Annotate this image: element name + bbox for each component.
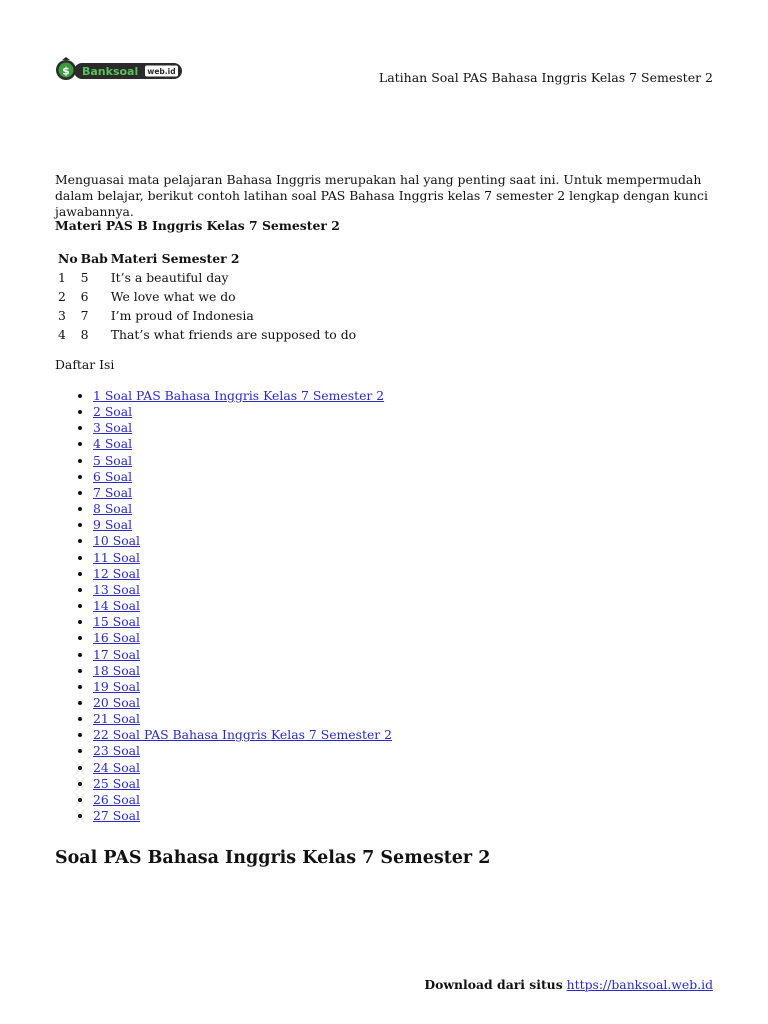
toc-link[interactable]: 13 Soal xyxy=(93,581,141,597)
list-item xyxy=(93,420,392,436)
list-item xyxy=(93,388,392,404)
cell-materi: We love what we do xyxy=(110,289,236,304)
banksoal-logo xyxy=(55,55,183,81)
toc-link[interactable]: 3 Soal xyxy=(93,420,133,436)
toc-link[interactable]: 21 Soal xyxy=(93,711,141,727)
toc-link[interactable]: 23 Soal xyxy=(93,743,141,759)
list-item xyxy=(93,485,392,501)
toc-link[interactable]: 2 Soal xyxy=(93,404,133,420)
list-item xyxy=(93,582,392,598)
toc-link[interactable]: 22 Soal PAS Bahasa Inggris Kelas 7 Semester 2 xyxy=(93,727,393,743)
toc-link[interactable]: 15 Soal xyxy=(93,614,141,630)
list-item xyxy=(93,695,392,711)
cell-no: 2 xyxy=(58,289,66,304)
cell-bab: 8 xyxy=(80,327,89,342)
cell-bab: 7 xyxy=(80,308,89,323)
list-item xyxy=(93,808,392,824)
list-item xyxy=(93,614,392,630)
toc-link[interactable]: 19 Soal xyxy=(93,678,141,694)
footer xyxy=(424,977,713,992)
table-row xyxy=(55,287,359,306)
cell-no: 3 xyxy=(58,308,66,323)
toc-link[interactable]: 27 Soal xyxy=(93,808,141,824)
cell-materi: It’s a beautiful day xyxy=(110,270,229,285)
table-row xyxy=(55,306,359,325)
toc-title: Daftar Isi xyxy=(55,357,115,372)
toc-link[interactable]: 7 Soal xyxy=(93,484,133,500)
list-item xyxy=(93,436,392,452)
toc-link[interactable]: 5 Soal xyxy=(93,452,133,468)
intro-paragraph: Menguasai mata pelajaran Bahasa Inggris merupakan hal yang penting saat ini. Untuk mempermudah dalam belajar, berikut contoh latihan soal PAS Bahasa Inggris kelas 7 semester 2 lengkap dengan kunci jawabannya. xyxy=(55,172,708,219)
cell-no: 1 xyxy=(58,270,66,285)
toc-link[interactable]: 9 Soal xyxy=(93,517,133,533)
toc-link[interactable]: 14 Soal xyxy=(93,598,141,614)
footer-label: Download dari situs xyxy=(424,977,563,992)
table-header-row xyxy=(55,249,359,268)
toc-link[interactable]: 17 Soal xyxy=(93,646,141,662)
list-item xyxy=(93,598,392,614)
toc-link[interactable]: 4 Soal xyxy=(93,436,133,452)
list-item xyxy=(93,517,392,533)
header-materi: Materi Semester 2 xyxy=(110,251,240,266)
table-row xyxy=(55,325,359,344)
list-item xyxy=(93,453,392,469)
list-item xyxy=(93,776,392,792)
footer-link[interactable]: https://banksoal.web.id xyxy=(566,977,713,992)
list-item xyxy=(93,727,392,743)
list-item xyxy=(93,469,392,485)
svg-text:$: $ xyxy=(62,64,70,78)
table-row xyxy=(55,268,359,287)
toc-link[interactable]: 25 Soal xyxy=(93,775,141,791)
header-bab: Bab xyxy=(80,251,108,266)
toc-link[interactable]: 1 Soal PAS Bahasa Inggris Kelas 7 Semester 2 xyxy=(93,388,385,403)
list-item xyxy=(93,550,392,566)
cell-materi: I’m proud of Indonesia xyxy=(110,308,254,323)
toc-link[interactable]: 12 Soal xyxy=(93,565,141,581)
toc-link[interactable]: 16 Soal xyxy=(93,630,141,646)
list-item xyxy=(93,404,392,420)
cell-bab: 6 xyxy=(80,289,89,304)
toc-link[interactable]: 24 Soal xyxy=(93,759,141,775)
toc-link[interactable]: 18 Soal xyxy=(93,662,141,678)
cell-no: 4 xyxy=(58,327,66,342)
toc-link[interactable]: 8 Soal xyxy=(93,501,133,517)
toc-link[interactable]: 20 Soal xyxy=(93,694,141,710)
header-no: No xyxy=(58,251,78,266)
list-item xyxy=(93,663,392,679)
list-item xyxy=(93,760,392,776)
toc-link[interactable]: 6 Soal xyxy=(93,468,133,484)
list-item xyxy=(93,501,392,517)
list-item xyxy=(93,647,392,663)
list-item xyxy=(93,566,392,582)
materi-title: Materi PAS B Inggris Kelas 7 Semester 2 xyxy=(55,218,340,233)
cell-bab: 5 xyxy=(80,270,89,285)
list-item xyxy=(93,711,392,727)
cell-materi: That’s what friends are supposed to do xyxy=(110,327,357,342)
list-item xyxy=(93,792,392,808)
list-item xyxy=(93,679,392,695)
list-item xyxy=(93,743,392,759)
money-bag-icon xyxy=(56,57,76,80)
list-item xyxy=(93,630,392,646)
logo-badge: web.id xyxy=(147,67,176,76)
document-header-title: Latihan Soal PAS Bahasa Inggris Kelas 7 Semester 2 xyxy=(378,70,713,85)
materi-table xyxy=(55,249,359,344)
section-heading: Soal PAS Bahasa Inggris Kelas 7 Semester 2 xyxy=(55,848,491,868)
toc-link[interactable]: 11 Soal xyxy=(93,549,141,565)
toc-link[interactable]: 26 Soal xyxy=(93,791,141,807)
toc-link[interactable]: 10 Soal xyxy=(93,533,141,549)
list-item xyxy=(93,533,392,549)
table-of-contents xyxy=(55,388,392,824)
logo-text: Banksoal xyxy=(82,65,139,78)
